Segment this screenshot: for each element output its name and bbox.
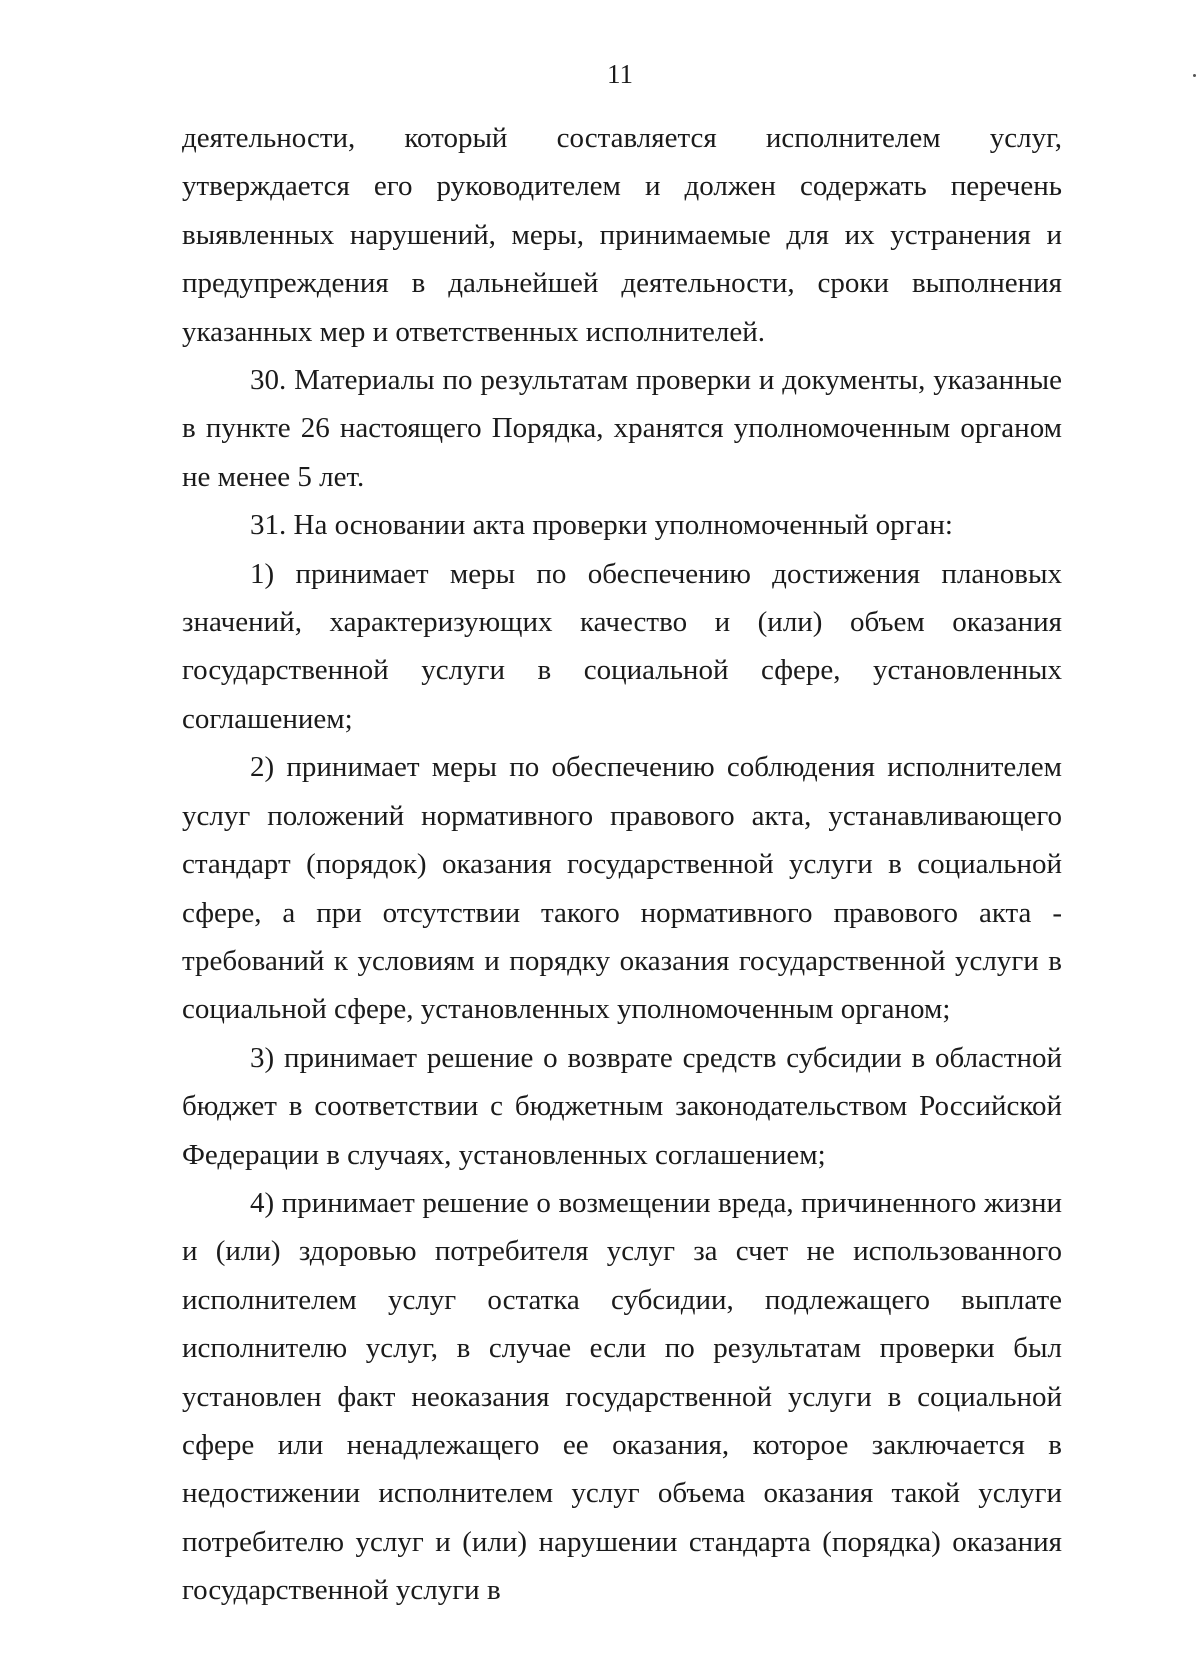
paragraph-subitem-3: 3) принимает решение о возврате средств субсидии в областной бюджет в соответствии с бюджетным законодательством Российской Федерации в случаях, установленных соглашением;	[182, 1041, 1062, 1171]
scan-speck	[1193, 74, 1196, 77]
document-body	[182, 114, 1062, 1615]
paragraph-item-30: 30. Материалы по результатам проверки и документы, указанные в пункте 26 настоящего Порядка, хранятся уполномоченным органом не менее 5 лет.	[182, 364, 1062, 493]
page-number: 11	[607, 59, 633, 89]
paragraph-subitem-2: 2) принимает меры по обеспечению соблюдения исполнителем услуг положений нормативного правового акта, устанавливающего стандарт (порядок) оказания государственной услуги в социальной сфере, а при отсутствии такого нормативного правового акта - требований к условиям и порядку оказания государственной услуги в социальной сфере, установленных уполномоченным органом;	[182, 751, 1062, 1026]
paragraph-continuation: деятельности, который составляется исполнителем услуг, утверждается его руководителем и должен содержать перечень выявленных нарушений, меры, принимаемые для их устранения и предупреждения в дальнейшей деятельности, сроки выполнения указанных мер и ответственных исполнителей.	[182, 122, 1062, 348]
paragraph-subitem-1: 1) принимает меры по обеспечению достижения плановых значений, характеризующих качество и (или) объем оказания государственной услуги в социальной сфере, установленных соглашением;	[182, 557, 1062, 735]
paragraph-subitem-4: 4) принимает решение о возмещении вреда, причиненного жизни и (или) здоровью потребителя услуг за счет не использованного исполнителем услуг остатка субсидии, подлежащего выплате исполнителю услуг, в случае если по результатам проверки был установлен факт неоказания государственной услуги в социальной сфере или ненадлежащего ее оказания, которое заключается в недостижении исполнителем услуг объема оказания такой услуги потребителю услуг и (или) нарушении стандарта (порядка) оказания государственной услуги в	[182, 1186, 1062, 1607]
paragraph-item-31: 31. На основании акта проверки уполномоченный орган:	[250, 509, 953, 542]
